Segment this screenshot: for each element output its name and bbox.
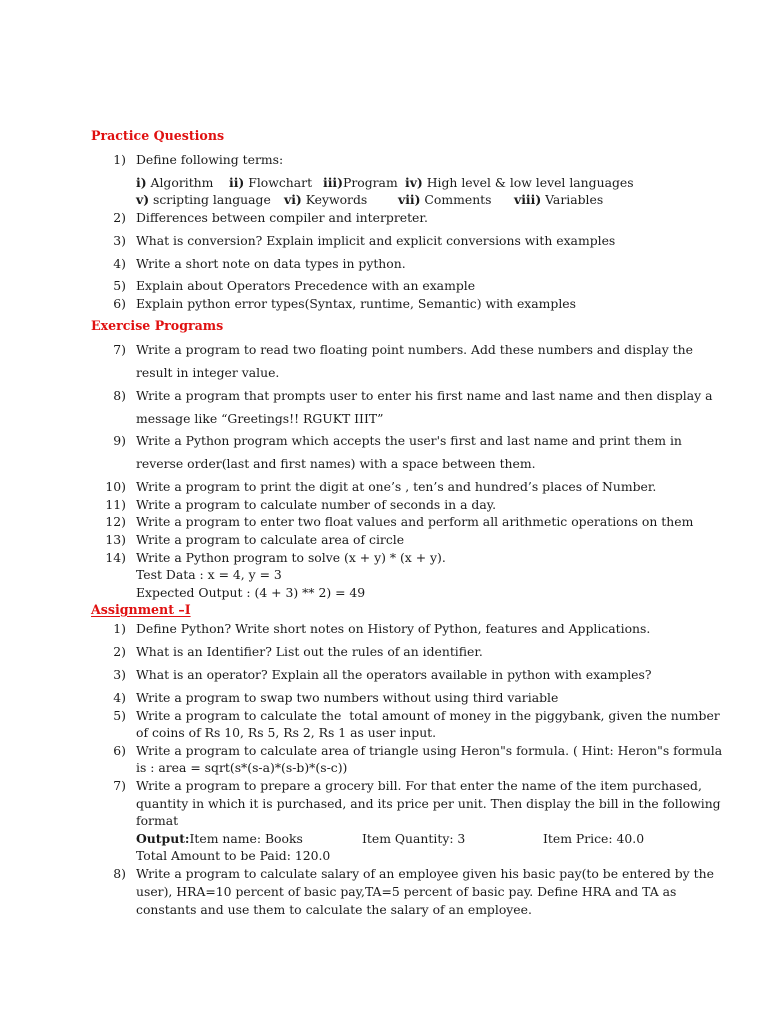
list-item-text: of coins of Rs 10, Rs 5, Rs 2, Rs 1 as user input. <box>136 725 437 740</box>
list-number: 6) <box>113 296 126 311</box>
list-number: 12) <box>105 514 126 529</box>
list-item-text: What is an operator? Explain all the operators available in python with examples? <box>136 667 652 682</box>
list-item-text: Write a program to calculate area of circle <box>136 532 405 547</box>
list-item-text: Differences between compiler and interpreter. <box>136 210 428 225</box>
list-item-text: result in integer value. <box>136 365 280 380</box>
list-item-text: What is an Identifier? List out the rules of an identifier. <box>136 644 483 659</box>
section-heading-practice: Practice Questions <box>91 128 225 143</box>
list-item-text: reverse order(last and first names) with a space between them. <box>136 456 536 471</box>
list-item-text: constants and use them to calculate the salary of an employee. <box>136 902 532 917</box>
list-item-text: Write a program to print the digit at one’s , ten’s and hundred’s places of Number. <box>136 479 657 494</box>
terms-line-2 <box>284 191 367 208</box>
output-item-name: Item name: Books <box>189 831 303 846</box>
terms-line-1 <box>136 174 213 191</box>
terms-line-1 <box>405 174 634 191</box>
terms-line-1 <box>229 174 312 191</box>
term-text: Keywords <box>301 192 368 207</box>
list-item-text: Write a program that prompts user to enter his first name and last name and then display a <box>136 388 713 403</box>
list-number: 1) <box>113 621 126 636</box>
output-item-price: Item Price: 40.0 <box>543 831 645 846</box>
list-number: 7) <box>113 342 126 357</box>
term-text: Program <box>342 175 398 190</box>
list-number: 11) <box>105 497 126 512</box>
list-item-text: message like “Greetings!! RGUKT IIIT” <box>136 411 384 426</box>
term-text: scripting language <box>149 192 271 207</box>
list-item-text: Write a program to calculate salary of an employee given his basic pay(to be entered by the <box>136 866 714 881</box>
term-text: Variables <box>541 192 604 207</box>
list-number: 2) <box>113 644 126 659</box>
list-item-text: format <box>136 813 179 828</box>
list-number: 9) <box>113 433 126 448</box>
list-number: 1) <box>113 152 126 167</box>
term-label: ii) <box>229 175 245 190</box>
list-number: 7) <box>113 778 126 793</box>
list-number: 6) <box>113 743 126 758</box>
list-number: 2) <box>113 210 126 225</box>
list-number: 5) <box>113 708 126 723</box>
list-item-text: Define Python? Write short notes on History of Python, features and Applications. <box>136 621 651 636</box>
terms-line-2 <box>398 191 492 208</box>
list-item-text: is : area = sqrt(s*(s-a)*(s-b)*(s-c)) <box>136 760 348 775</box>
list-number: 3) <box>113 233 126 248</box>
list-number: 8) <box>113 866 126 881</box>
term-text: High level & low level languages <box>422 175 634 190</box>
list-item-text: Write a program to calculate the total amount of money in the piggybank, given the number <box>136 708 720 723</box>
list-item-text: Write a program to swap two numbers without using third variable <box>136 690 559 705</box>
list-number: 13) <box>105 532 126 547</box>
term-label: vi) <box>284 192 302 207</box>
section-heading-assignment: Assignment –I <box>91 602 191 617</box>
term-text: Flowchart <box>244 175 313 190</box>
list-number: 5) <box>113 278 126 293</box>
term-label: vii) <box>398 192 421 207</box>
list-item-text: Explain python error types(Syntax, runtime, Semantic) with examples <box>136 296 576 311</box>
list-number: 14) <box>105 550 126 565</box>
list-item-text: Write a program to enter two float values and perform all arithmetic operations on them <box>136 514 694 529</box>
list-item-text: Write a short note on data types in python. <box>136 256 406 271</box>
term-label: iv) <box>405 175 423 190</box>
list-item-text: Write a program to calculate number of seconds in a day. <box>136 497 497 512</box>
list-number: 4) <box>113 256 126 271</box>
list-item-text: quantity in which it is purchased, and its price per unit. Then display the bill in the following <box>136 796 721 811</box>
output-line <box>136 830 303 847</box>
list-item-text: Define following terms: <box>136 152 284 167</box>
test-data: Test Data : x = 4, y = 3 <box>136 567 282 582</box>
terms-line-1 <box>323 174 398 191</box>
term-text: Comments <box>420 192 492 207</box>
output-total: Total Amount to be Paid: 120.0 <box>136 848 331 863</box>
list-item-text: Write a Python program to solve (x + y) * (x + y). <box>136 550 446 565</box>
list-item-text: user), HRA=10 percent of basic pay,TA=5 percent of basic pay. Define HRA and TA as <box>136 884 677 899</box>
output-item-quantity: Item Quantity: 3 <box>362 831 466 846</box>
section-heading-exercise: Exercise Programs <box>91 318 224 333</box>
expected-output: Expected Output : (4 + 3) ** 2) = 49 <box>136 585 366 600</box>
list-item-text: Write a program to prepare a grocery bill. For that enter the name of the item purchased, <box>136 778 702 793</box>
terms-line-2 <box>136 191 271 208</box>
list-item-text: Write a program to read two floating point numbers. Add these numbers and display the <box>136 342 693 357</box>
term-label: i) <box>136 175 147 190</box>
list-number: 10) <box>105 479 126 494</box>
list-item-text: Write a Python program which accepts the user's first and last name and print them in <box>136 433 682 448</box>
list-number: 8) <box>113 388 126 403</box>
output-label: Output: <box>136 831 190 846</box>
term-text: Algorithm <box>146 175 214 190</box>
term-label: v) <box>136 192 150 207</box>
terms-line-2 <box>514 191 603 208</box>
list-item-text: Write a program to calculate area of triangle using Heron"s formula. ( Hint: Heron"s formula <box>136 743 723 758</box>
list-number: 4) <box>113 690 126 705</box>
list-item-text: What is conversion? Explain implicit and explicit conversions with examples <box>136 233 616 248</box>
term-label: viii) <box>514 192 542 207</box>
term-label: iii) <box>323 175 343 190</box>
list-number: 3) <box>113 667 126 682</box>
list-item-text: Explain about Operators Precedence with an example <box>136 278 476 293</box>
